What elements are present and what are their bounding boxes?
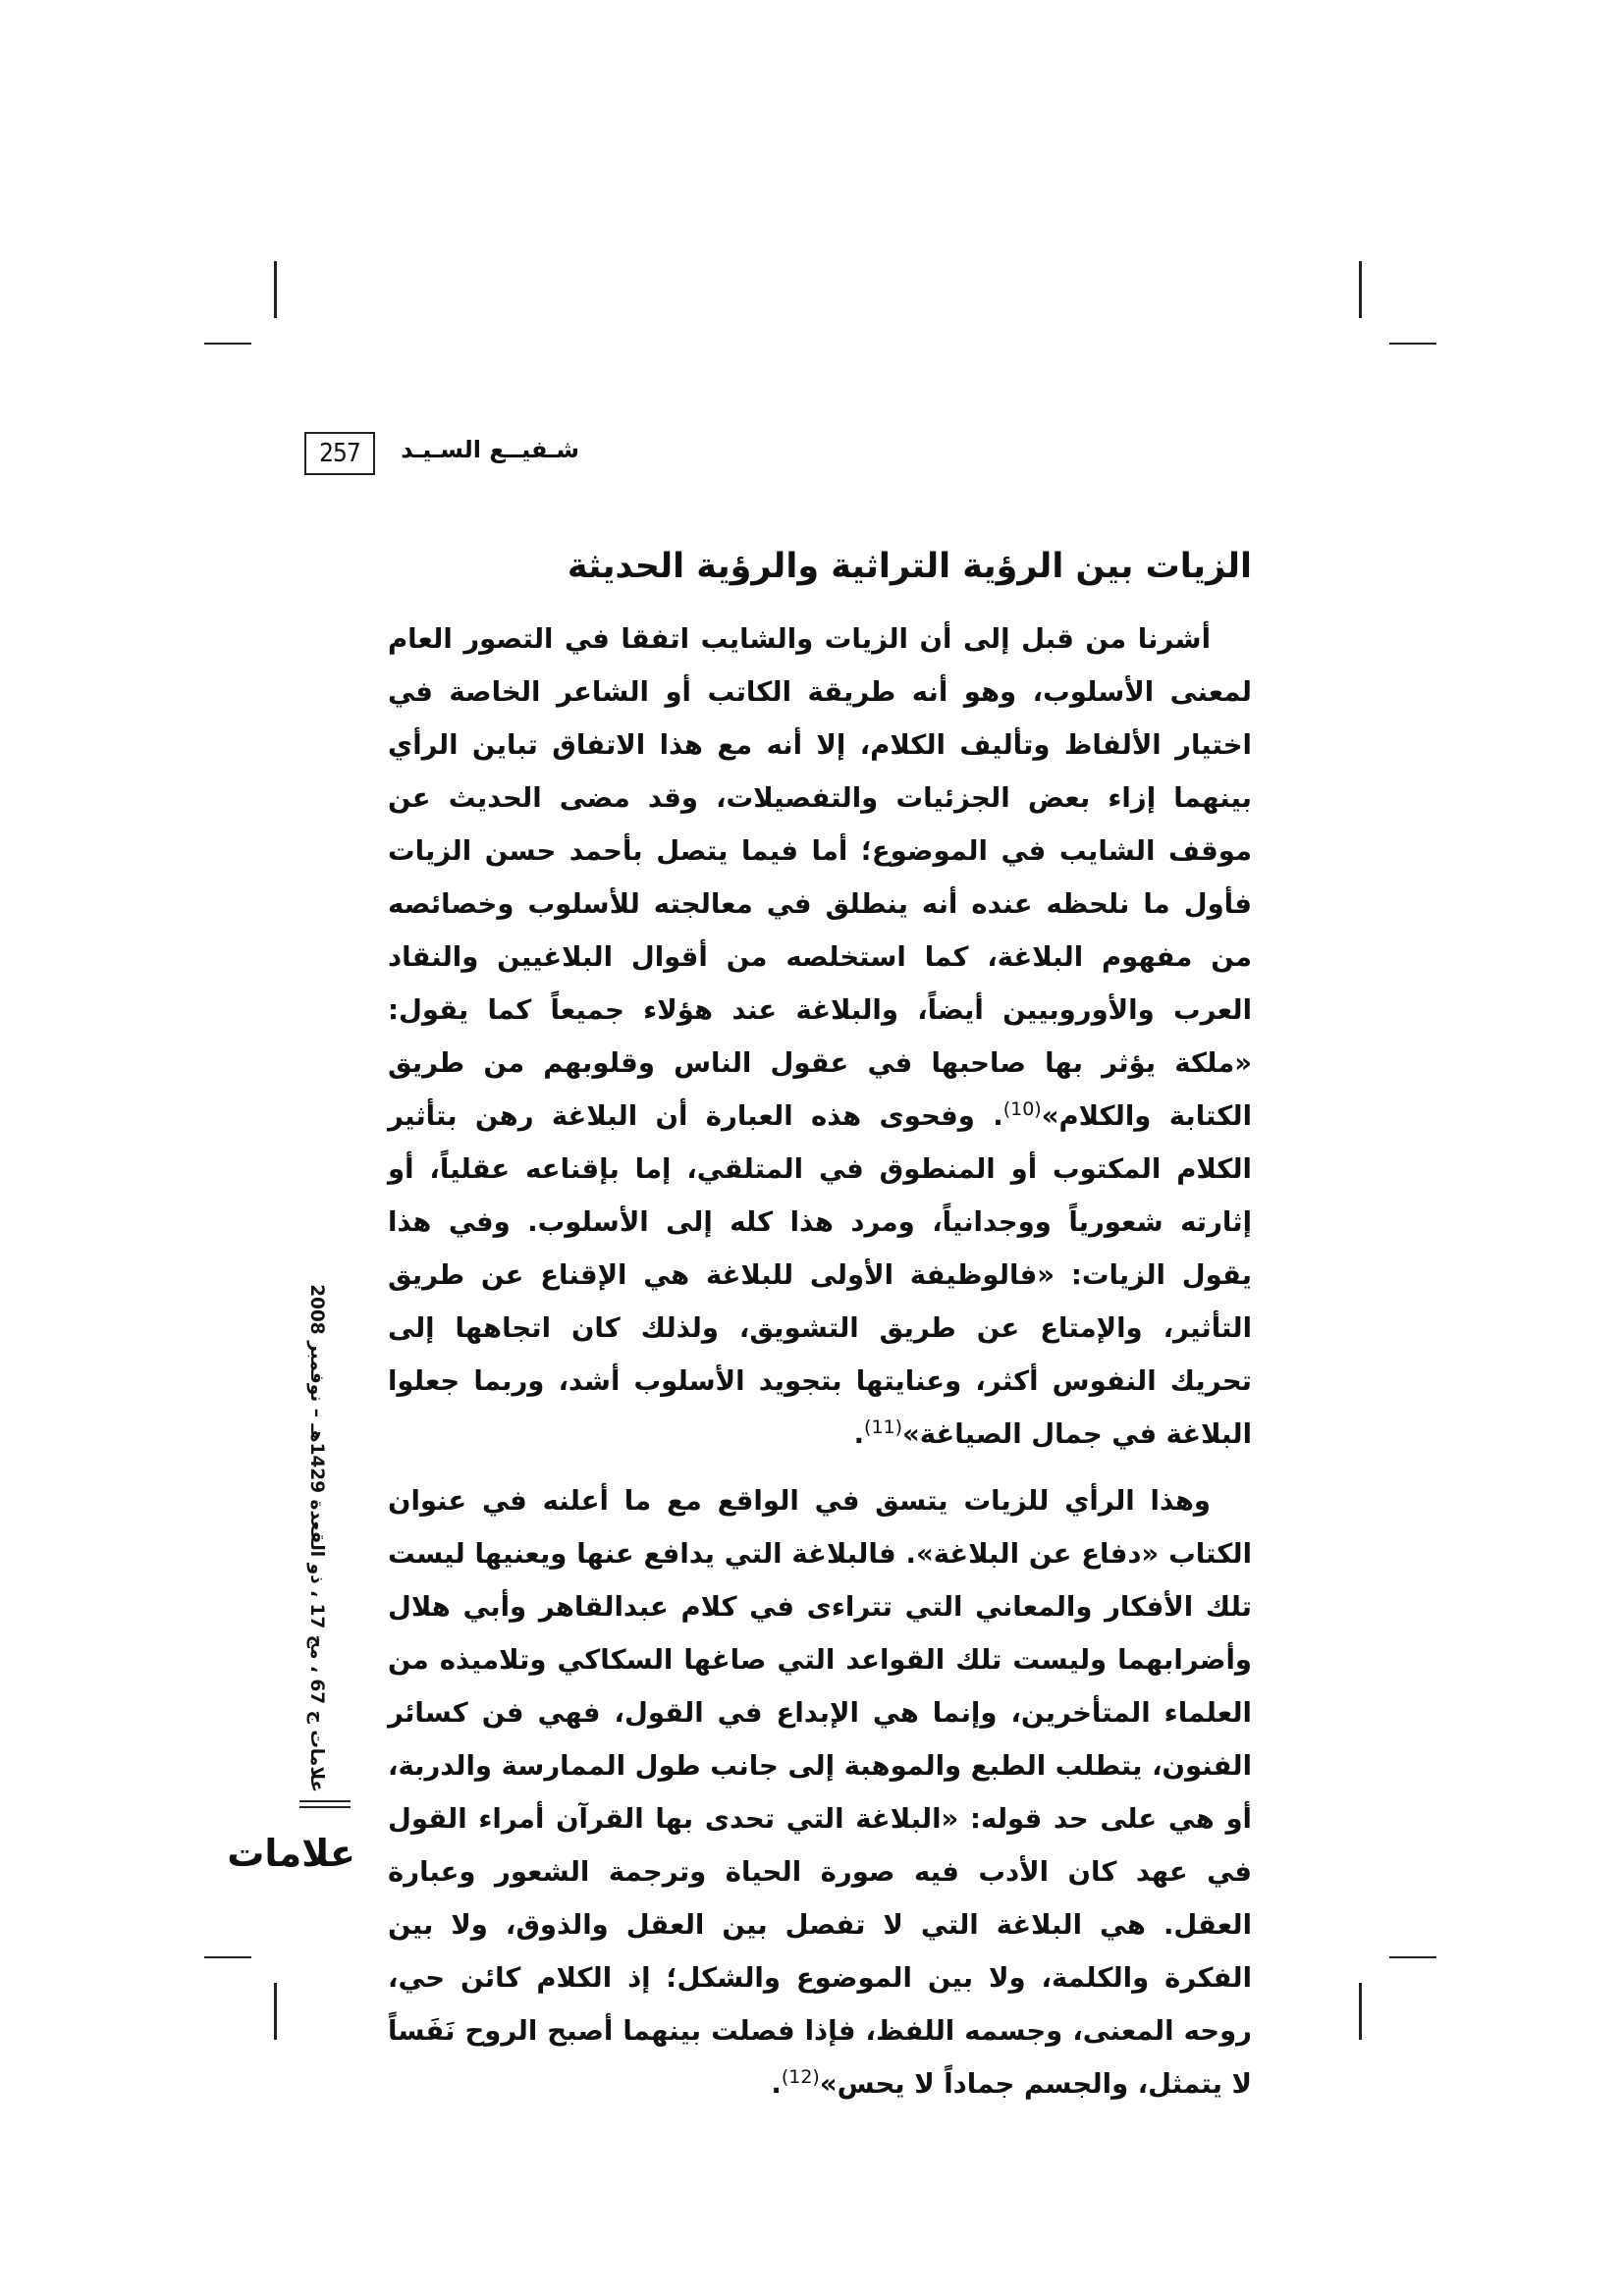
crop-mark-top-right-horizontal [1389,343,1436,345]
running-header [304,432,579,481]
footnote-ref-10: (10) [1002,1097,1042,1120]
journal-issue-info: علامات ج 67 ، مج 17 ، ذو القعدة 1429هـ – نوفمبر 2008 [306,1284,327,1792]
journal-divider [299,1800,351,1802]
crop-mark-top-left [274,261,277,318]
crop-mark-bottom-left [274,1983,277,2040]
paragraph-1-text-a: أشرنا من قبل إلى أن الزيات والشايب اتفقا في التصور العام لمعنى الأسلوب، وهو أنه طريقة الكاتب أو الشاعر الخاصة في اختيار الألفاظ وتأليف الكلام، إلا أنه مع هذا الاتفاق تباين الرأي بينهما إزاء بعض الجزئيات والتفصيلات، وقد مضى الحديث عن موقف الشايب في الموضوع؛ أما فيما يتصل بأحمد حسن الزيات فأول ما نلحظه عنده أنه ينطلق في معالجته للأسلوب وخصائصه من مفهوم البلاغة، كما استخلصه من أقوال البلاغيين والنقاد العرب والأوروبيين أيضاً، والبلاغة عند هؤلاء جميعاً كما يقول: «ملكة يؤثر بها صاحبها في عقول الناس وقلوبهم من طريق الكتابة والكلام» [388,623,1252,1132]
journal-logo: علامات [227,1832,355,1875]
crop-mark-bottom-right [1359,1983,1362,2040]
journal-sidebar [227,1284,355,1940]
article-body [388,538,1252,2110]
paragraph-1-text-b: . وفحوى هذه العبارة أن البلاغة رهن بتأثير الكلام المكتوب أو المنطوق في المتلقي، إما بإقناعه عقلياً، أو إثارته شعورياً ووجدانياً، ومرد هذا كله إلى الأسلوب. وفي هذا يقول الزيات: «فالوظيفة الأولى للبلاغة هي الإقناع عن طريق التأثير، والإمتاع عن طريق التشويق، ولذلك كان اتجاهها إلى تحريك النفوس أكثر، وعنايتها بتجويد الأسلوب أشد، وربما جعلوا البلاغة في جمال الصياغة» [388,1100,1252,1450]
paragraph-1 [388,613,1252,1461]
paragraph-2-end: . [771,2068,782,2100]
paragraph-2-text: وهذا الرأي للزيات يتسق في الواقع مع ما أعلنه في عنوان الكتاب «دفاع عن البلاغة». فالبلاغة التي يدافع عنها ويعنيها ليست تلك الأفكار والمعاني التي تتراءى في كلام عبدالقاهر وأبي هلال وأضرابهما وليست تلك القواعد التي صاغها السكاكي وتلاميذه من العلماء المتأخرين، وإنما هي الإبداع في القول، فهي فن كسائر الفنون، يتطلب الطبع والموهبة إلى جانب طول الممارسة والدربة، أو هي على حد قوله: «البلاغة التي تحدى بها القرآن أمراء القول في عهد كان الأدب فيه صورة الحياة وترجمة الشعور وعبارة العقل. هي البلاغة التي لا تفصل بين العقل والذوق، ولا بين الفكرة والكلمة، ولا بين الموضوع والشكل؛ إذ الكلام كائن حي، روحه المعنى، وجسمه اللفظ، فإذا فصلت بينهما أصبح الروح نَفَساً لا يتمثل، والجسم جماداً لا يحس» [388,1485,1252,2100]
page-number: 257 [304,432,375,475]
paragraph-2 [388,1474,1252,2110]
footnote-ref-11: (11) [864,1415,903,1438]
section-title: الزيات بين الرؤية التراثية والرؤية الحديثة [567,547,1252,586]
crop-mark-top-right [1359,261,1362,318]
journal-meta-rotated [0,1284,334,1792]
crop-mark-bottom-left-horizontal [204,1956,251,1958]
crop-mark-bottom-right-horizontal [1389,1956,1436,1958]
journal-divider-second [299,1806,351,1808]
author-name: شـفيــع السـيـد [401,436,579,463]
paragraph-1-end: . [853,1418,865,1450]
footnote-ref-12: (12) [781,2065,820,2088]
crop-mark-top-left-horizontal [204,343,251,345]
